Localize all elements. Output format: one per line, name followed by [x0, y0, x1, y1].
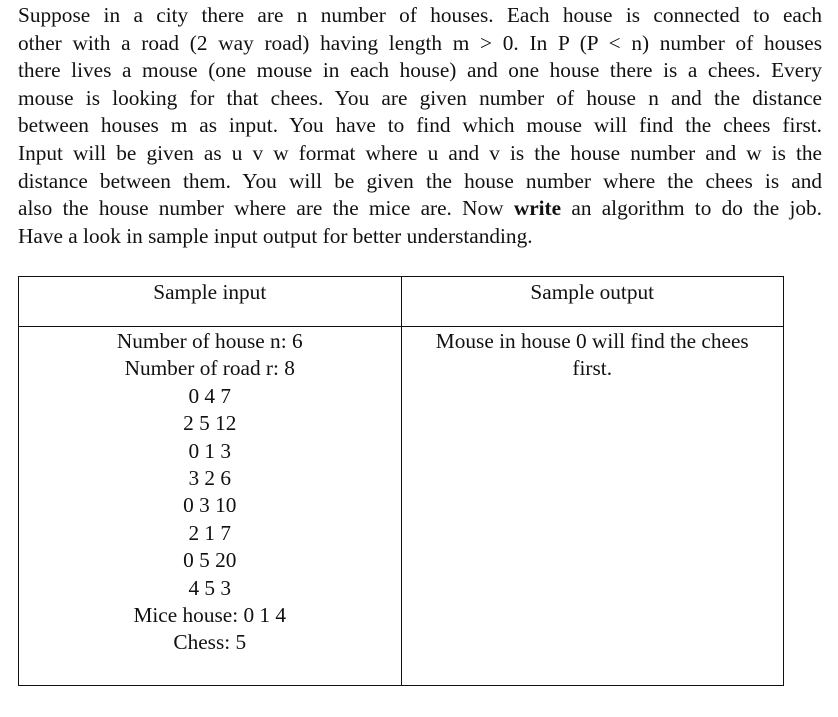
table-header-row: [19, 277, 784, 327]
problem-statement: [18, 2, 822, 250]
statement-line: mouse is looking for that chees. You are given number of house n and the distance: [18, 85, 822, 110]
statement-text: also the house number where are the mice are. Now: [18, 196, 514, 221]
statement-line: [18, 195, 822, 223]
edge-line: 0 1 3: [188, 438, 232, 463]
edge-line: 2 1 7: [188, 520, 232, 545]
table-row: [19, 327, 784, 686]
sample-output-cell: [401, 327, 784, 686]
sample-output-header: Sample output: [401, 277, 784, 327]
edge-line: 0 4 7: [188, 383, 232, 408]
edge-line: 3 2 6: [188, 466, 232, 491]
sample-input-cell: [19, 327, 402, 686]
edge-line: 0 5 20: [183, 548, 237, 573]
statement-line: there lives a mouse (one mouse in each house) and one house there is a chees. Every: [18, 58, 822, 83]
house-count: Number of house n: 6: [116, 329, 303, 353]
edge-line: 0 3 10: [183, 493, 237, 518]
statement-line: other with a road (2 way road) having length m > 0. In P (P < n) number of houses: [18, 30, 822, 55]
sample-input-header: Sample input: [19, 277, 402, 327]
statement-line: Have a look in sample input output for better understanding.: [18, 223, 533, 248]
bold-keyword: write: [513, 196, 562, 221]
statement-line: distance between them. You will be given the house number where the chees is and: [18, 168, 822, 193]
sample-io-table: [18, 276, 784, 686]
statement-line: Suppose in a city there are n number of houses. Each house is connected to each: [18, 3, 822, 27]
statement-text: an algorithm to do the job.: [561, 196, 822, 221]
sample-output-text: Mouse in house 0 will find the chees first.: [435, 329, 749, 381]
statement-line: between houses m as input. You have to find which mouse will find the chees first.: [18, 113, 822, 138]
edge-line: 2 5 12: [183, 411, 237, 436]
statement-line: Input will be given as u v w format where u and v is the house number and w is the: [18, 140, 822, 165]
road-count: Number of road r: 8: [124, 356, 295, 381]
mice-houses: Mice house: 0 1 4: [133, 603, 287, 628]
edge-line: 4 5 3: [188, 575, 232, 600]
cheese-house: Chess: 5: [173, 630, 247, 655]
